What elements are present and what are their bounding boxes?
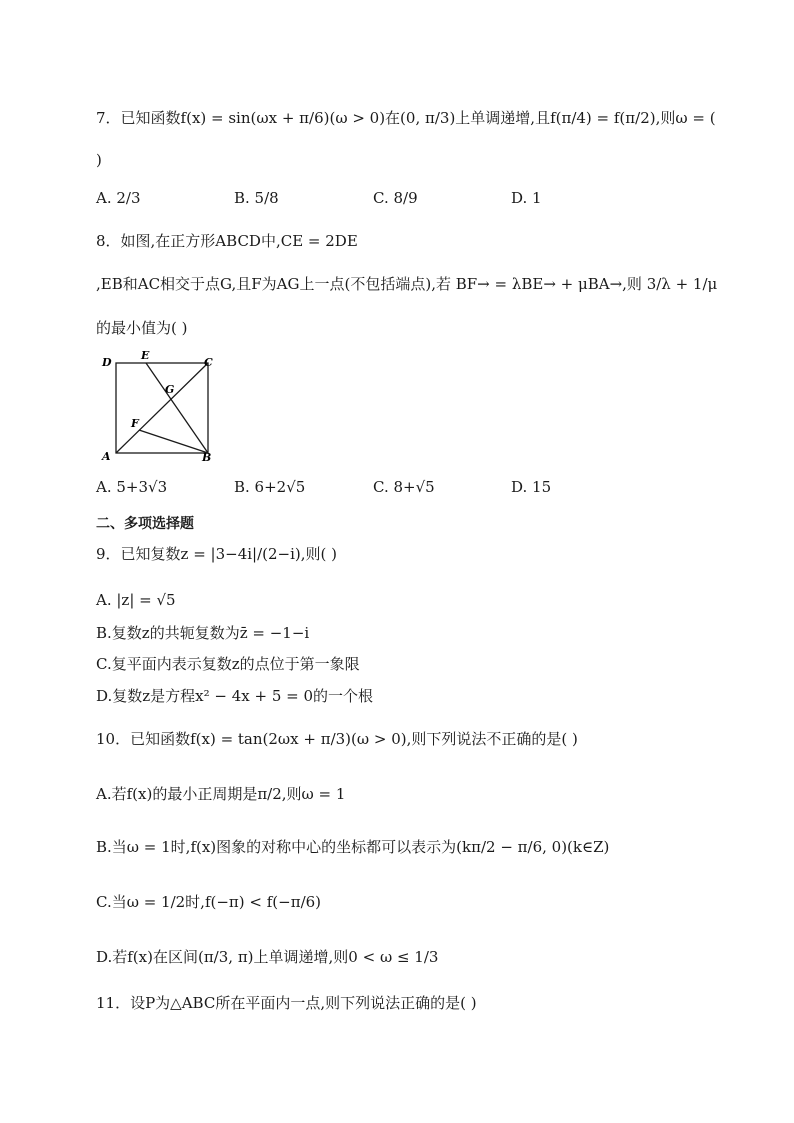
q7-stem: 7．已知函数f(x) = sin(ωx + π/6)(ω > 0)在(0, π/3)上单调递增,且f(π/4) = f(π/2),则ω = (	[96, 109, 716, 127]
square-figure	[96, 348, 222, 468]
figure-label-g: G	[165, 383, 175, 396]
q9-option-d: D.复数z是方程x² − 4x + 5 = 0的一个根	[96, 687, 374, 705]
q9-stem: 9．已知复数z = |3−4i|/(2−i),则( )	[96, 545, 338, 563]
q10-option-b: B.当ω = 1时,f(x)图象的对称中心的坐标都可以表示为(kπ/2 − π/6, 0)(k∈Z)	[96, 838, 610, 856]
q7-option-d: D. 1	[511, 189, 542, 207]
figure-label-f: F	[131, 417, 139, 430]
figure-label-b: B	[202, 451, 212, 464]
q9-option-b: B.复数z的共轭复数为z̄ = −1−i	[96, 624, 310, 642]
q7-option-a: A. 2/3	[96, 189, 141, 207]
q7-option-c: C. 8/9	[373, 189, 418, 207]
q8-option-c: C. 8+√5	[373, 478, 435, 496]
q11-stem: 11．设P为△ABC所在平面内一点,则下列说法正确的是( )	[96, 994, 477, 1012]
q8-option-b: B. 6+2√5	[234, 478, 306, 496]
figure-label-e: E	[141, 349, 150, 362]
q8-stem: 8．如图,在正方形ABCD中,CE = 2DE	[96, 232, 358, 250]
figure-label-a: A	[102, 450, 111, 463]
section-title: 二、多项选择题	[96, 516, 194, 532]
q10-option-c: C.当ω = 1/2时,f(−π) < f(−π/6)	[96, 893, 322, 911]
figure-label-c: C	[204, 356, 213, 369]
q10-stem: 10．已知函数f(x) = tan(2ωx + π/3)(ω > 0),则下列说法不正确的是( )	[96, 730, 578, 748]
q7-stem-cont: )	[96, 151, 102, 169]
q8-stem-cont: ,EB和AC相交于点G,且F为AG上一点(不包括端点),若 BF→ = λBE→ + μBA→,则 3/λ + 1/μ	[96, 275, 718, 293]
q8-option-a: A. 5+3√3	[96, 478, 168, 496]
q8-option-d: D. 15	[511, 478, 552, 496]
q9-option-a: A. |z| = √5	[96, 591, 176, 609]
q10-option-d: D.若f(x)在区间(π/3, π)上单调递增,则0 < ω ≤ 1/3	[96, 948, 439, 966]
figure-label-d: D	[102, 356, 112, 369]
q8-stem-end: 的最小值为( )	[96, 319, 188, 337]
q7-option-b: B. 5/8	[234, 189, 279, 207]
q9-option-c: C.复平面内表示复数z的点位于第一象限	[96, 655, 360, 673]
q10-option-a: A.若f(x)的最小正周期是π/2,则ω = 1	[96, 785, 346, 803]
